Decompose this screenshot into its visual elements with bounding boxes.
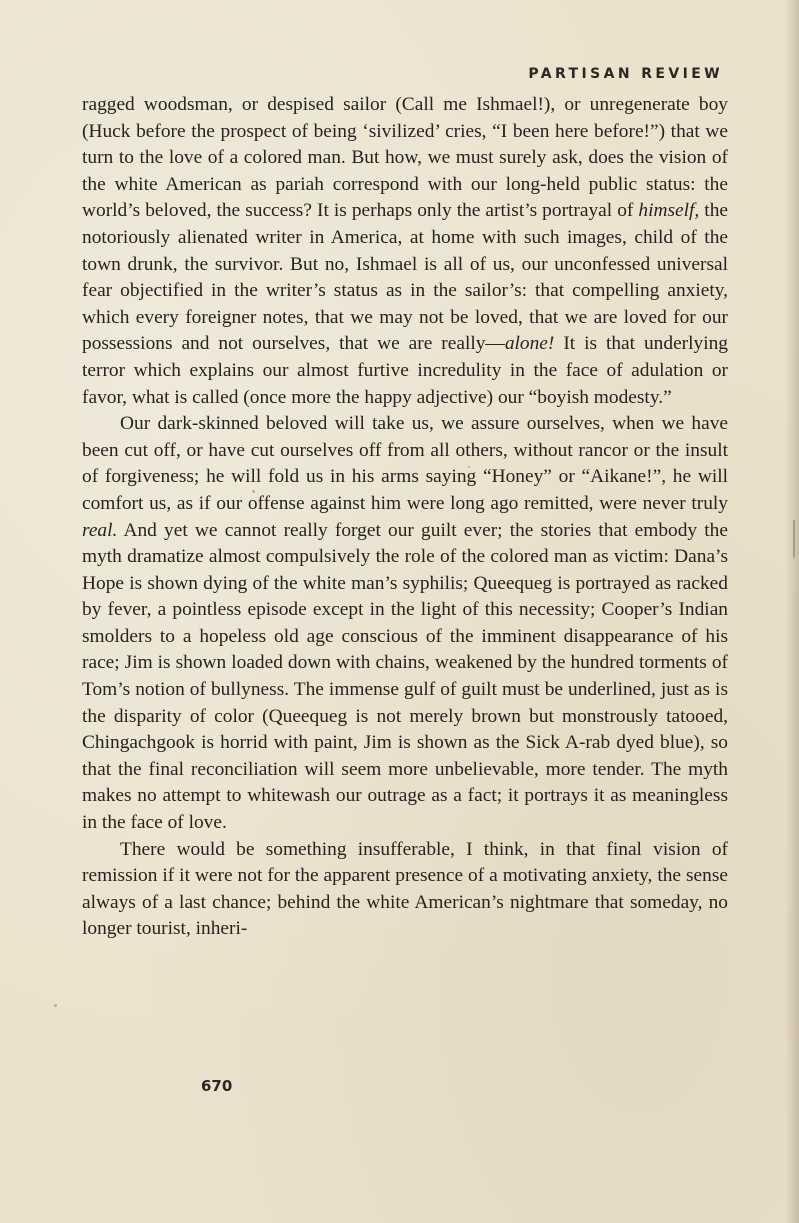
- paper-speck: [793, 520, 795, 558]
- paper-speck: [252, 490, 255, 493]
- italic-text-run: real.: [82, 519, 118, 541]
- paragraph: [82, 837, 728, 943]
- text-run: ragged woodsman, or despised sailor (Call me Ishmael!), or unregenerate boy (Huck before the prospect of being ‘sivilized’ cries, “I been here before!”) that we turn to the love of a colored man. But how, we must surely ask, does the vision of the white American as pariah correspond with our long-held public status: the world’s beloved, the success? It is perhaps only the artist’s portrayal of: [82, 94, 728, 222]
- italic-text-run: alone!: [504, 333, 555, 355]
- paragraph: [82, 92, 728, 411]
- body-text: [82, 92, 728, 943]
- italic-text-run: himself,: [638, 200, 700, 222]
- text-run: There would be something insufferable, I think, in that final vision of remission if it were not for the apparent presence of a motivating anxiety, the sense always of a last chance; behind the white American’s nightmare that someday, no longer tourist, inheri-: [82, 838, 728, 940]
- running-head: PARTISAN REVIEW: [528, 66, 723, 82]
- paper-speck: [468, 466, 470, 468]
- page-number: 670: [201, 1077, 233, 1095]
- text-run: It is that underlying terror which explains our almost furtive incredulity in the face of adulation or favor, what is called (once more the happy adjective) our “boyish modesty.”: [82, 333, 728, 408]
- binding-shadow: [785, 0, 799, 1223]
- text-run: And yet we cannot really forget our guilt ever; the stories that embody the myth dramatize almost compulsively the role of the colored man as victim: Dana’s Hope is shown dying of the white man’s syphilis; Queequeg is portrayed as racked by fever, a pointless episode except in the light of this necessity; Cooper’s Indian smolders to a hopeless old age conscious of the imminent disappearance of his race; Jim is shown loaded down with chains, weakened by the hundred torments of Tom’s notion of bullyness. The immense gulf of guilt must be underlined, just as is the disparity of color (Queequeg is not merely brown but monstrously tatooed, Chingachgook is horrid with paint, Jim is shown as the Sick A-rab dyed blue), so that the final reconciliation will seem more unbelievable, more tender. The myth makes no attempt to whitewash our outrage as a fact; it portrays it as meaningless in the face of love.: [82, 519, 728, 834]
- paragraph: [82, 411, 728, 837]
- text-run: Our dark-skinned beloved will take us, we assure ourselves, when we have been cut off, or have cut ourselves off from all others, without rancor or the insult of forgiveness; he will fold us in his arms saying “Honey” or “Aikane!”, he will comfort us, as if our offense against him were long ago remitted, were never truly: [82, 413, 728, 514]
- text-run: the notoriously alienated writer in America, at home with such images, child of the town drunk, the survivor. But no, Ishmael is all of us, our unconfessed universal fear objectified in the writer’s status as in the sailor’s: that compelling anxiety, which every foreigner notes, that we may not be loved, that we are loved for our possessions and not ourselves, that we are really—: [82, 200, 728, 355]
- paper-speck: [54, 1004, 57, 1007]
